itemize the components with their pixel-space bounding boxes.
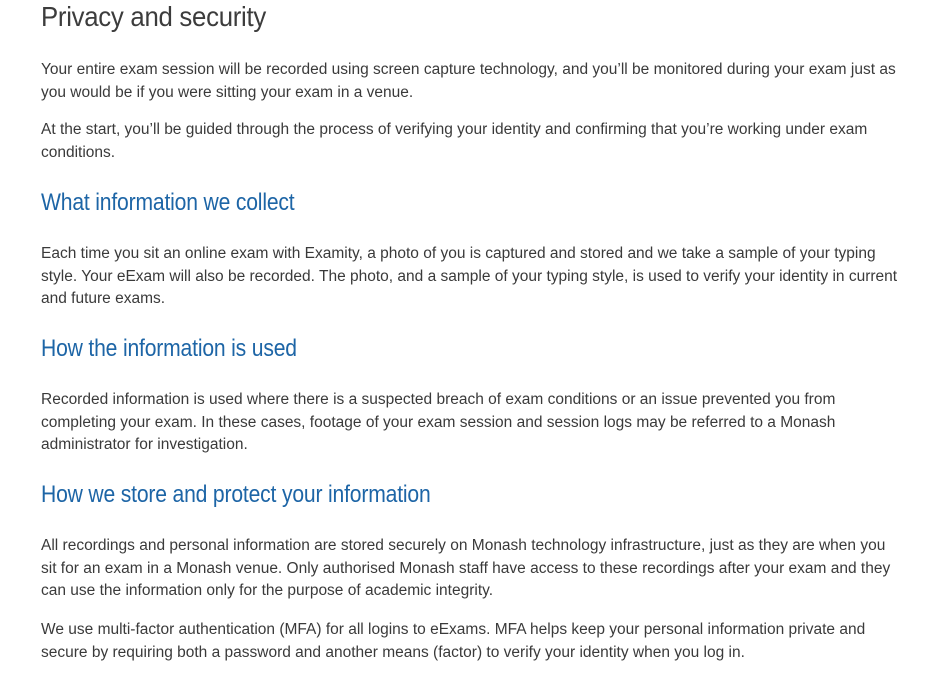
section-paragraph-what-we-collect: Each time you sit an online exam with Examity, a photo of you is captured and stored and we take a sample of your typing style. Your eExam will also be recorded. The photo, and a sample of your typing style, is used to verify your identity in current and future exams. [41, 245, 898, 307]
section-paragraph-mfa: We use multi-factor authentication (MFA) for all logins to eExams. MFA helps keep your personal information private and secure by requiring both a password and another means (factor) to verify your identity when you log in. [41, 621, 866, 661]
section-heading-store-protect: How we store and protect your information [41, 481, 431, 508]
section-paragraph-how-used: Recorded information is used where there is a suspected breach of exam conditions or an issue prevented you from completing your exam. In these cases, footage of your exam session and session logs may be referred to a Monash administrator for investigation. [41, 391, 836, 453]
section-heading-how-used: How the information is used [41, 335, 297, 362]
section-paragraph-store-protect: All recordings and personal information are stored securely on Monash technology infrastructure, just as they are when you sit for an exam in a Monash venue. Only authorised Monash staff have access to these recordings after your exam and they can use the information only for the purpose of academic integrity. [41, 537, 891, 599]
section-heading-what-we-collect: What information we collect [41, 189, 295, 216]
intro-paragraph-recording: Your entire exam session will be recorded using screen capture technology, and you’ll be monitored during your exam just as you would be if you were sitting your exam in a venue. [41, 61, 896, 101]
page-title: Privacy and security [41, 1, 266, 32]
intro-paragraph-verification: At the start, you’ll be guided through the process of verifying your identity and confirming that you’re working under exam conditions. [41, 121, 868, 161]
